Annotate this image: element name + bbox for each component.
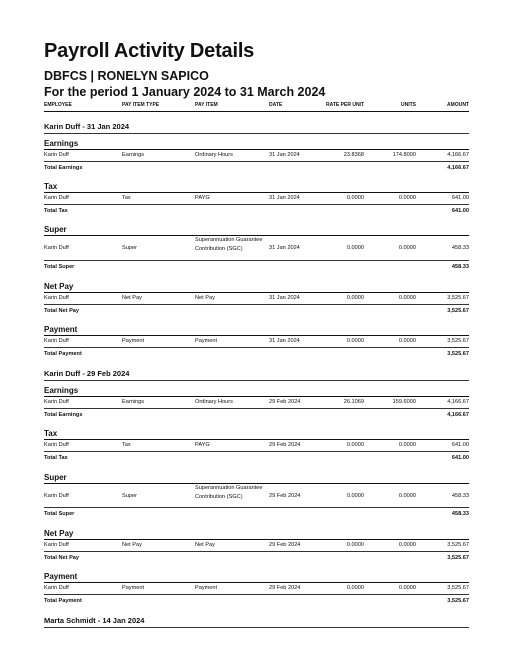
cell-rate: 26.1069 <box>343 399 364 405</box>
col-employee: EMPLOYEE <box>44 102 72 108</box>
cell-amount: 4,166.67 <box>447 399 469 405</box>
group-title-earnings: Earnings <box>44 386 79 395</box>
cell-amount: 3,525.67 <box>447 338 469 344</box>
col-rate: RATE PER UNIT <box>326 102 364 108</box>
header-rule <box>44 111 469 112</box>
row-rule <box>44 204 469 205</box>
cell-rate: 0.0000 <box>346 493 364 499</box>
cell-type: Payment <box>122 585 145 591</box>
cell-rate: 0.0000 <box>346 585 364 591</box>
cell-employee: Karin Duff <box>44 338 69 344</box>
total-amount: 458.33 <box>451 264 469 270</box>
row-rule <box>44 161 469 162</box>
group-title-super: Super <box>44 225 67 234</box>
cell-employee: Karin Duff <box>44 399 69 405</box>
cell-amount: 4,166.67 <box>447 152 469 158</box>
cell-type: Payment <box>122 338 145 344</box>
total-label: Total Payment <box>44 598 82 604</box>
group-rule <box>44 582 469 583</box>
group-rule <box>44 149 469 150</box>
cell-item: Superannuation Guarantee Contribution (SGC) <box>195 485 263 500</box>
group-title-tax: Tax <box>44 182 58 191</box>
row-rule <box>44 451 469 452</box>
col-units: UNITS <box>401 102 416 108</box>
cell-date: 29 Feb 2024 <box>269 585 301 591</box>
cell-type: Tax <box>122 195 131 201</box>
cell-units: 0.0000 <box>398 542 416 548</box>
total-amount: 641.00 <box>451 455 469 461</box>
cell-item: Ordinary Hours <box>195 399 233 405</box>
total-label: Total Super <box>44 511 75 517</box>
group-rule <box>44 192 469 193</box>
group-title-net-pay: Net Pay <box>44 282 74 291</box>
row-rule <box>44 260 469 261</box>
col-pay-item: PAY ITEM <box>195 102 218 108</box>
cell-employee: Karin Duff <box>44 542 69 548</box>
total-label: Total Tax <box>44 455 68 461</box>
cell-date: 31 Jan 2024 <box>269 245 300 251</box>
cell-units: 0.0000 <box>398 245 416 251</box>
row-rule <box>44 507 469 508</box>
report-title: Payroll Activity Details <box>44 40 255 62</box>
cell-employee: Karin Duff <box>44 493 69 499</box>
report-period: For the period 1 January 2024 to 31 March 2024 <box>44 85 326 99</box>
group-title-super: Super <box>44 473 67 482</box>
cell-amount: 458.33 <box>451 245 469 251</box>
cell-employee: Karin Duff <box>44 585 69 591</box>
cell-date: 31 Jan 2024 <box>269 338 300 344</box>
col-date: DATE <box>269 102 283 108</box>
group-rule <box>44 539 469 540</box>
cell-date: 31 Jan 2024 <box>269 195 300 201</box>
employee-period-heading: Karin Duff - 29 Feb 2024 <box>44 369 130 378</box>
cell-employee: Karin Duff <box>44 245 69 251</box>
report-subtitle: DBFCS | RONELYN SAPICO <box>44 69 209 83</box>
group-rule <box>44 335 469 336</box>
cell-rate: 0.0000 <box>346 245 364 251</box>
cell-date: 31 Jan 2024 <box>269 295 300 301</box>
group-rule <box>44 396 469 397</box>
cell-date: 29 Feb 2024 <box>269 442 301 448</box>
total-amount: 3,525.67 <box>447 351 469 357</box>
total-label: Total Net Pay <box>44 555 80 561</box>
group-rule <box>44 439 469 440</box>
row-rule <box>44 408 469 409</box>
cell-rate: 0.0000 <box>346 295 364 301</box>
cell-amount: 3,525.67 <box>447 295 469 301</box>
cell-item: Superannuation Guarantee Contribution (SGC) <box>195 237 263 252</box>
cell-item: PAYG <box>195 442 210 448</box>
cell-units: 159.6000 <box>392 399 416 405</box>
cell-units: 0.0000 <box>398 195 416 201</box>
cell-rate: 0.0000 <box>346 442 364 448</box>
total-amount: 458.33 <box>451 511 469 517</box>
cell-type: Earnings <box>122 399 145 405</box>
cell-rate: 0.0000 <box>346 542 364 548</box>
cell-rate: 0.0000 <box>346 338 364 344</box>
cell-units: 0.0000 <box>398 295 416 301</box>
cell-amount: 641.00 <box>451 195 469 201</box>
cell-amount: 3,525.67 <box>447 542 469 548</box>
total-amount: 4,166.67 <box>447 165 469 171</box>
cell-type: Earnings <box>122 152 145 158</box>
cell-item: Ordinary Hours <box>195 152 233 158</box>
row-rule <box>44 551 469 552</box>
cell-item: Payment <box>195 585 218 591</box>
cell-units: 0.0000 <box>398 338 416 344</box>
group-title-payment: Payment <box>44 325 78 334</box>
cell-amount: 641.00 <box>451 442 469 448</box>
total-amount: 4,166.67 <box>447 412 469 418</box>
row-rule <box>44 594 469 595</box>
total-label: Total Earnings <box>44 412 83 418</box>
group-title-tax: Tax <box>44 429 58 438</box>
total-label: Total Net Pay <box>44 308 80 314</box>
cell-employee: Karin Duff <box>44 195 69 201</box>
cell-date: 29 Feb 2024 <box>269 399 301 405</box>
total-label: Total Super <box>44 264 75 270</box>
cell-date: 29 Feb 2024 <box>269 542 301 548</box>
cell-amount: 458.33 <box>451 493 469 499</box>
cell-amount: 3,525.67 <box>447 585 469 591</box>
cell-item: PAYG <box>195 195 210 201</box>
cell-item: Payment <box>195 338 218 344</box>
col-pay-item-type: PAY ITEM TYPE <box>122 102 160 108</box>
row-rule <box>44 347 469 348</box>
section-rule <box>44 627 469 628</box>
col-amount: AMOUNT <box>447 102 469 108</box>
total-label: Total Payment <box>44 351 82 357</box>
row-rule <box>44 304 469 305</box>
total-amount: 3,525.67 <box>447 308 469 314</box>
cell-type: Super <box>122 493 137 499</box>
cell-date: 31 Jan 2024 <box>269 152 300 158</box>
cell-type: Super <box>122 245 137 251</box>
group-title-earnings: Earnings <box>44 139 79 148</box>
cell-type: Net Pay <box>122 295 142 301</box>
cell-item: Net Pay <box>195 542 215 548</box>
group-title-net-pay: Net Pay <box>44 529 74 538</box>
section-rule <box>44 380 469 381</box>
employee-period-heading: Marta Schmidt - 14 Jan 2024 <box>44 616 145 625</box>
cell-units: 0.0000 <box>398 493 416 499</box>
group-title-payment: Payment <box>44 572 78 581</box>
cell-employee: Karin Duff <box>44 442 69 448</box>
cell-rate: 0.0000 <box>346 195 364 201</box>
cell-rate: 23.8368 <box>343 152 364 158</box>
cell-units: 174.8000 <box>392 152 416 158</box>
cell-item: Net Pay <box>195 295 215 301</box>
total-label: Total Tax <box>44 208 68 214</box>
cell-date: 29 Feb 2024 <box>269 493 301 499</box>
cell-employee: Karin Duff <box>44 152 69 158</box>
cell-type: Tax <box>122 442 131 448</box>
cell-type: Net Pay <box>122 542 142 548</box>
total-amount: 3,525.67 <box>447 598 469 604</box>
employee-period-heading: Karin Duff - 31 Jan 2024 <box>44 122 130 131</box>
table-row <box>44 485 469 509</box>
cell-units: 0.0000 <box>398 585 416 591</box>
total-amount: 3,525.67 <box>447 555 469 561</box>
cell-units: 0.0000 <box>398 442 416 448</box>
section-rule <box>44 133 469 134</box>
cell-employee: Karin Duff <box>44 295 69 301</box>
total-label: Total Earnings <box>44 165 83 171</box>
group-rule <box>44 292 469 293</box>
table-row <box>44 237 469 261</box>
total-amount: 641.00 <box>451 208 469 214</box>
